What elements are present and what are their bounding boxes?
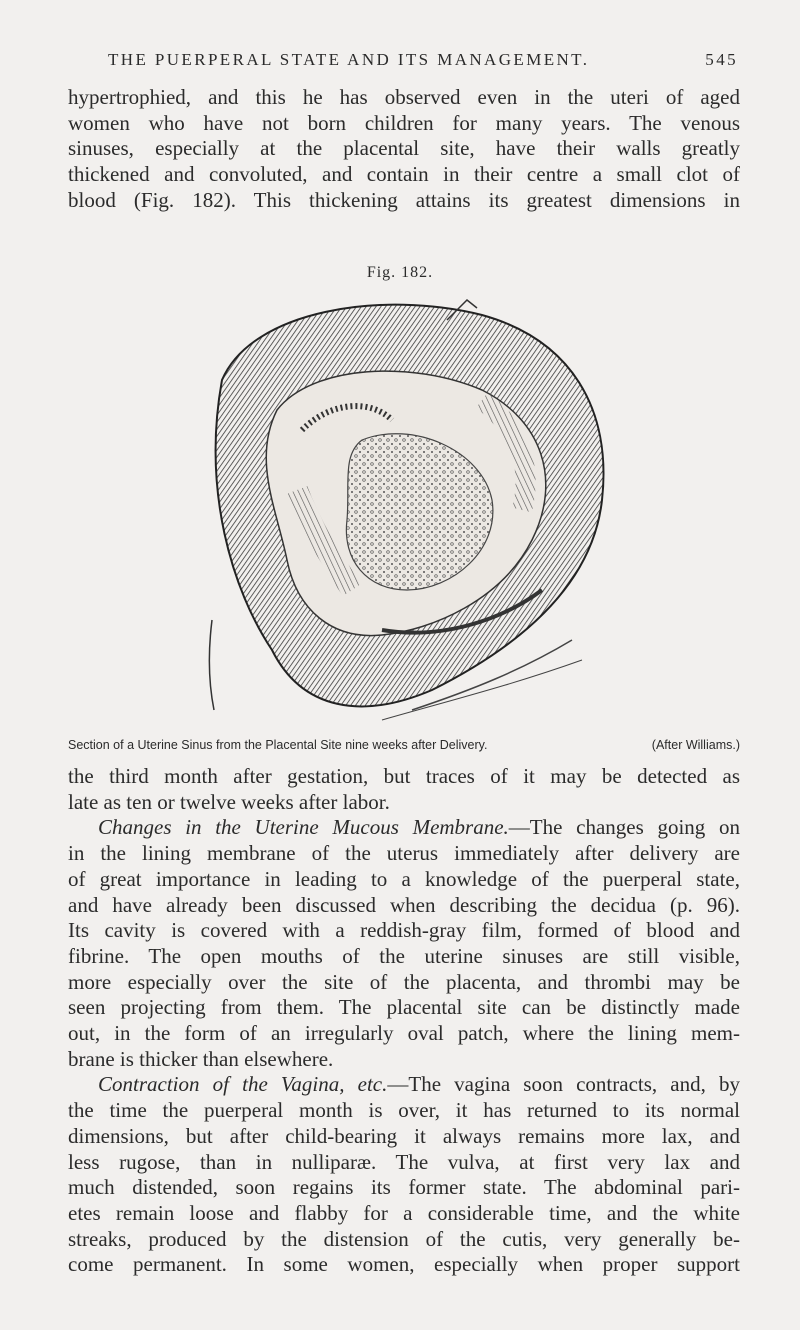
text-line: Its cavity is covered with a reddish-gray film, formed of blood and: [68, 918, 740, 943]
figure-label: Fig. 182.: [366, 264, 434, 281]
text-line: less rugose, than in nulliparæ. The vulva, at first very lax and: [68, 1149, 740, 1174]
text-line: come permanent. In some women, especially when proper support: [68, 1252, 740, 1277]
caption-text: Section of a Uterine Sinus from the Placental Site nine weeks after Delivery.: [68, 738, 488, 752]
paragraph-continuation: [68, 764, 740, 1278]
page-number: 545: [705, 50, 738, 69]
running-title: THE PUERPERAL STATE AND ITS MANAGEMENT.: [108, 50, 590, 69]
text-line: the third month after gestation, but traces of it may be detected as: [68, 764, 740, 788]
text-line: streaks, produced by the distension of the cutis, very generally be-: [68, 1226, 740, 1251]
text-line: —The vagina soon contracts, and, by: [387, 1072, 740, 1097]
text-line: more especially over the site of the placenta, and thrombi may be: [68, 969, 740, 994]
text-line: dimensions, but after child-bearing it always remains more lax, and: [68, 1123, 740, 1148]
text-line: blood (Fig. 182). This thickening attains its greatest dimensions in: [68, 187, 740, 212]
paragraph-intro: [68, 85, 740, 214]
text-line: thickened and convoluted, and contain in their centre a small clot of: [68, 162, 740, 187]
uterine-sinus-illustration: [182, 290, 618, 730]
text-line: sinuses, especially at the placental site, have their walls greatly: [68, 136, 740, 161]
text-line: the time the puerperal month is over, it has returned to its normal: [68, 1098, 740, 1123]
section-heading-vagina: Contraction of the Vagina, etc.: [98, 1072, 388, 1097]
figure-caption: [68, 738, 740, 752]
section-first-line: [68, 815, 740, 841]
text-line: out, in the form of an irregularly oval patch, where the lining mem-: [68, 1021, 740, 1046]
figure-illustration: [182, 290, 618, 730]
section-heading-mucous: Changes in the Uterine Mucous Membrane.: [98, 815, 509, 840]
text-line: fibrine. The open mouths of the uterine sinuses are still visible,: [68, 943, 740, 968]
text-line: late as ten or twelve weeks after labor.: [68, 789, 390, 814]
text-line: brane is thicker than elsewhere.: [68, 1046, 334, 1071]
text-line: —The changes going on: [508, 815, 740, 840]
text-line: women who have not born children for many years. The venous: [68, 110, 740, 135]
text-line: etes remain loose and flabby for a considerable time, and the white: [68, 1200, 740, 1225]
text-line: hypertrophied, and this he has observed even in the uteri of aged: [68, 85, 740, 109]
running-header: [108, 50, 738, 70]
caption-credit: (After Williams.): [651, 738, 740, 752]
text-line: in the lining membrane of the uterus immediately after delivery are: [68, 841, 740, 866]
text-line: and have already been discussed when describing the decidua (p. 96).: [68, 892, 740, 917]
text-line: much distended, soon regains its former state. The abdominal pari-: [68, 1175, 740, 1200]
text-line: of great importance in leading to a knowledge of the puerperal state,: [68, 866, 740, 891]
text-line: seen projecting from them. The placental site can be distinctly made: [68, 995, 740, 1020]
section-first-line: [68, 1072, 740, 1098]
